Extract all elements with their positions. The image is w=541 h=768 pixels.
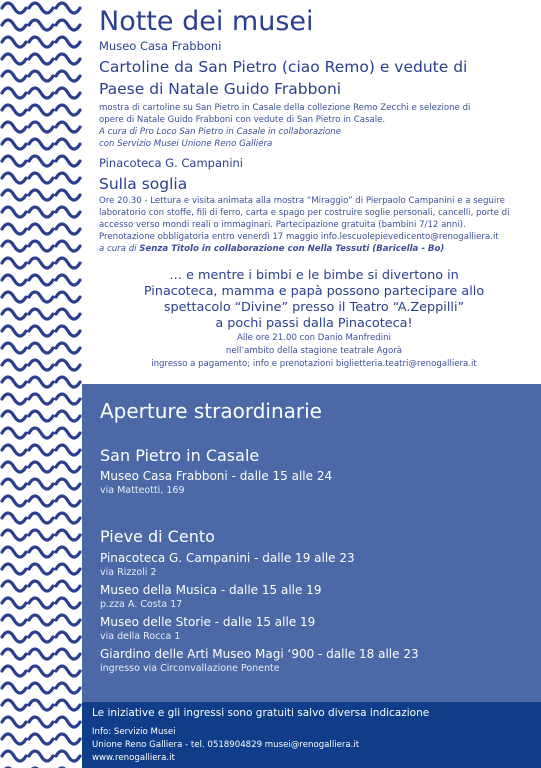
wave-mark [29,462,53,472]
wave-mark [56,564,80,574]
event1-title-line2: Paese di Natale Guido Frabboni [99,80,342,98]
opening-item-address: ingresso via Circonvallazione Ponente [100,663,280,674]
wave-mark [56,156,80,166]
wave-mark [56,88,80,98]
wave-mark [29,700,53,710]
wave-mark [2,564,26,574]
wave-mark [29,258,53,268]
wave-mark [56,598,80,608]
wave-mark [29,411,53,421]
wave-mark [2,275,26,285]
wave-mark [29,377,53,387]
wave-mark [56,20,80,30]
wave-mark [29,275,53,285]
decorative-wave-pattern [0,0,82,768]
wave-mark [29,20,53,30]
wave-mark [2,666,26,676]
wave-mark [2,632,26,642]
opening-item-name: Museo Casa Frabboni - dalle 15 alle 24 [100,469,333,483]
wave-mark [2,700,26,710]
event1-desc-line1: mostra di cartoline su San Pietro in Casale della collezione Remo Zecchi e selezione di [99,103,471,113]
wave-mark [56,394,80,404]
wave-mark [56,71,80,81]
wave-mark [29,224,53,234]
wave-mark [56,122,80,132]
wave-mark [29,581,53,591]
opening-item-address: via Rizzoli 2 [100,567,157,578]
wave-mark [29,122,53,132]
opening-item-address: via della Rocca 1 [100,631,181,642]
wave-mark [2,649,26,659]
wave-mark [2,37,26,47]
wave-mark [56,734,80,744]
wave-mark [56,462,80,472]
wave-mark [29,564,53,574]
event1-curator-line1: A cura di Pro Loco San Pietro in Casale in collaborazione [99,127,341,137]
event2-desc-line4: Prenotazione obbligatoria entro venerdì 17 maggio info.lescuolepievedicento@renogalliera.it [99,232,499,242]
openings-panel [82,384,541,702]
highlight-line2: Pinacoteca, mamma e papà possono partecipare allo [143,284,485,299]
page-title: Notte dei musei [99,6,314,37]
wave-mark [29,394,53,404]
venue-pinacoteca: Pinacoteca G. Campanini [99,156,243,170]
event2-desc-line3: accesso verso mondi reali o immaginari. Partecipazione gratuita (bambini 7/12 anni). [99,220,466,230]
wave-mark [29,615,53,625]
wave-mark [2,462,26,472]
wave-mark [29,173,53,183]
location-name: San Pietro in Casale [100,446,260,465]
wave-mark [29,496,53,506]
highlight-line4: a pochi passi dalla Pinacoteca! [215,316,413,331]
wave-mark [56,411,80,421]
wave-mark [29,479,53,489]
wave-mark [56,326,80,336]
wave-mark [29,666,53,676]
wave-mark [56,3,80,13]
contact-line1: Info: Servizio Musei [92,727,176,737]
wave-mark [29,598,53,608]
wave-mark [29,54,53,64]
wave-mark [29,343,53,353]
wave-mark [2,71,26,81]
wave-mark [2,326,26,336]
wave-mark [2,683,26,693]
wave-mark [29,37,53,47]
wave-mark [29,717,53,727]
openings-title: Aperture straordinarie [100,399,322,423]
wave-mark [2,156,26,166]
wave-mark [2,496,26,506]
wave-mark [2,513,26,523]
event2-title: Sulla soglia [99,175,188,193]
wave-mark [56,241,80,251]
wave-mark [56,700,80,710]
wave-mark [56,224,80,234]
event2-desc-line1: Ore 20.30 - Lettura e visita animata alla mostra “Miraggio” di Pierpaolo Campanini e a seguire [99,196,505,206]
location-name: Pieve di Cento [100,527,215,546]
wave-mark [2,734,26,744]
wave-mark [2,343,26,353]
wave-mark [2,122,26,132]
wave-mark [2,292,26,302]
wave-mark [56,360,80,370]
wave-mark [56,54,80,64]
wave-mark [29,241,53,251]
wave-mark [56,649,80,659]
wave-mark [56,445,80,455]
wave-mark [29,734,53,744]
wave-mark [2,224,26,234]
highlight-line3: spettacolo “Divine” presso il Teatro “A.Zeppilli” [163,300,465,315]
wave-mark [56,717,80,727]
wave-mark [56,190,80,200]
wave-mark [29,190,53,200]
wave-mark [56,207,80,217]
wave-mark [29,309,53,319]
wave-mark [2,411,26,421]
theatre-highlight [99,268,529,371]
wave-mark [29,751,53,761]
wave-mark [29,326,53,336]
wave-mark [2,207,26,217]
website-link[interactable]: www.renogalliera.it [92,753,175,763]
wave-mark [56,309,80,319]
wave-mark [29,547,53,557]
wave-mark [2,479,26,489]
wave-mark [56,513,80,523]
wave-mark [29,71,53,81]
wave-mark [29,292,53,302]
wave-mark [2,241,26,251]
wave-mark [2,581,26,591]
wave-mark [56,547,80,557]
wave-mark [29,649,53,659]
wave-mark [29,513,53,523]
contact-info [92,726,359,765]
opening-item-address: via Matteotti, 169 [100,485,185,496]
wave-mark [29,88,53,98]
wave-mark [29,632,53,642]
wave-mark [2,309,26,319]
wave-mark [2,598,26,608]
wave-mark [2,360,26,370]
wave-mark [56,751,80,761]
wave-mark [56,479,80,489]
wave-mark [2,105,26,115]
wave-mark [56,530,80,540]
wave-mark [56,615,80,625]
wave-mark [56,173,80,183]
wave-mark [29,428,53,438]
wave-mark [2,717,26,727]
location-san-pietro [100,446,530,497]
wave-mark [2,190,26,200]
wave-mark [56,683,80,693]
wave-mark [29,139,53,149]
wave-mark [29,105,53,115]
wave-mark [29,445,53,455]
wave-mark [2,3,26,13]
location-pieve-di-cento [100,527,530,675]
event2-curator [99,243,529,255]
highlight-detail2: nell’ambito della stagione teatrale Agorà [225,346,403,356]
wave-mark [56,428,80,438]
event1-title-line1: Cartoline da San Pietro (ciao Remo) e vedute di [99,58,468,76]
wave-mark [56,139,80,149]
wave-mark [56,632,80,642]
wave-mark [56,343,80,353]
wave-mark [56,275,80,285]
wave-mark [56,496,80,506]
wave-mark [56,105,80,115]
event1-curator-line2: con Servizio Musei Unione Reno Galliera [99,139,273,149]
wave-mark [2,173,26,183]
wave-mark [29,3,53,13]
wave-mark [56,377,80,387]
venue-casa-frabboni: Museo Casa Frabboni [99,39,222,53]
wave-mark [2,88,26,98]
wave-mark [29,156,53,166]
wave-mark [2,615,26,625]
event2-curator-name: Senza Titolo in collaborazione con Nella Tessuti (Baricella - Bo) [139,244,445,254]
event2-desc-line2: laboratorio con stoffe, fili di ferro, carta e spago per costruire soglie personali, cancelli, porte di [99,208,510,218]
highlight-detail3: ingresso a pagamento; info e prenotazioni biglietteria.teatri@renogalliera.it [151,359,477,369]
wave-mark [56,581,80,591]
highlight-line1: … e mentre i bimbi e le bimbe si divertono in [169,268,459,283]
footer [82,702,541,768]
wave-mark [2,428,26,438]
opening-item-address: p.zza A. Costa 17 [100,599,183,610]
wave-mark [56,292,80,302]
wave-mark [2,20,26,30]
wave-mark [2,258,26,268]
wave-mark [56,666,80,676]
wave-mark [2,530,26,540]
opening-item-name: Museo delle Storie - dalle 15 alle 19 [100,615,316,629]
wave-mark [2,751,26,761]
wave-mark [56,37,80,47]
free-entry-note: Le iniziative e gli ingressi sono gratuiti salvo diversa indicazione [92,707,430,719]
wave-mark [56,258,80,268]
wave-mark [29,530,53,540]
opening-item-name: Giardino delle Arti Museo Magi ‘900 - dalle 18 alle 23 [100,647,419,661]
contact-line2: Unione Reno Galliera - tel. 0518904829 musei@renogalliera.it [92,740,360,750]
event2-curator-prefix: a cura di [99,244,140,254]
wave-mark [2,445,26,455]
opening-item-name: Museo della Musica - dalle 15 alle 19 [100,583,322,597]
event1-desc-line2: opere di Natale Guido Frabboni con vedute di San Pietro in Casale. [99,115,386,125]
highlight-detail1: Alle ore 21.00 con Danio Manfredini [237,333,391,343]
wave-mark [29,207,53,217]
opening-item-name: Pinacoteca G. Campanini - dalle 19 alle 23 [100,551,355,565]
wave-mark [2,54,26,64]
wave-mark [2,547,26,557]
events-section [99,6,529,255]
wave-mark [2,394,26,404]
wave-mark [29,360,53,370]
wave-mark [2,139,26,149]
wave-mark [29,683,53,693]
wave-mark [2,377,26,387]
